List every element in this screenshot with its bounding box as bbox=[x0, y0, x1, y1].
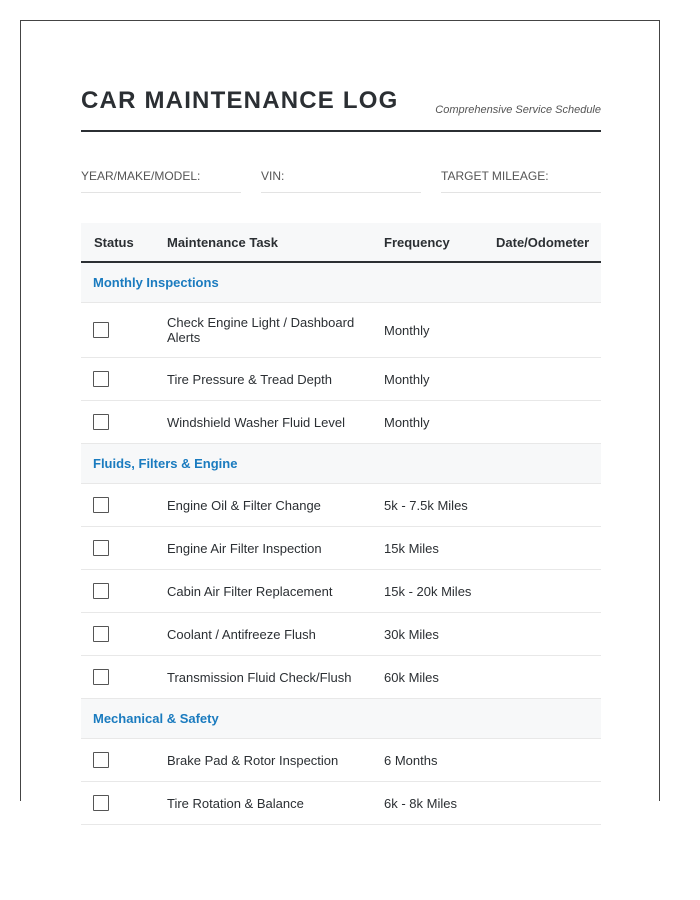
column-header-date: Date/Odometer bbox=[496, 223, 601, 262]
task-cell: Tire Rotation & Balance bbox=[167, 782, 384, 825]
table-row bbox=[81, 570, 601, 613]
date-odometer-cell[interactable] bbox=[496, 613, 601, 656]
status-checkbox[interactable] bbox=[93, 540, 109, 556]
status-checkbox[interactable] bbox=[93, 371, 109, 387]
vin-field[interactable] bbox=[261, 167, 421, 193]
frequency-cell: 30k Miles bbox=[384, 613, 496, 656]
status-checkbox[interactable] bbox=[93, 752, 109, 768]
task-cell: Tire Pressure & Tread Depth bbox=[167, 358, 384, 401]
frequency-cell: Monthly bbox=[384, 358, 496, 401]
section-row bbox=[81, 699, 601, 739]
date-odometer-cell[interactable] bbox=[496, 527, 601, 570]
year-make-model-label: YEAR/MAKE/MODEL: bbox=[81, 169, 201, 183]
page-title: CAR MAINTENANCE LOG bbox=[81, 87, 399, 114]
task-cell: Transmission Fluid Check/Flush bbox=[167, 656, 384, 699]
frequency-cell: 5k - 7.5k Miles bbox=[384, 484, 496, 527]
date-odometer-cell[interactable] bbox=[496, 358, 601, 401]
target-mileage-label: TARGET MILEAGE: bbox=[441, 169, 549, 183]
section-row bbox=[81, 262, 601, 303]
status-checkbox[interactable] bbox=[93, 497, 109, 513]
date-odometer-cell[interactable] bbox=[496, 484, 601, 527]
date-odometer-cell[interactable] bbox=[496, 570, 601, 613]
date-odometer-cell[interactable] bbox=[496, 401, 601, 444]
column-header-task: Maintenance Task bbox=[167, 223, 384, 262]
task-cell: Check Engine Light / Dashboard Alerts bbox=[167, 303, 384, 358]
document-page bbox=[20, 20, 660, 811]
status-checkbox[interactable] bbox=[93, 583, 109, 599]
table-row bbox=[81, 656, 601, 699]
status-checkbox[interactable] bbox=[93, 669, 109, 685]
frequency-cell: 15k Miles bbox=[384, 527, 496, 570]
column-header-status: Status bbox=[81, 223, 167, 262]
status-checkbox[interactable] bbox=[93, 795, 109, 811]
frequency-cell: 6k - 8k Miles bbox=[384, 782, 496, 825]
table-row bbox=[81, 739, 601, 782]
frequency-cell: 15k - 20k Miles bbox=[384, 570, 496, 613]
vin-label: VIN: bbox=[261, 169, 285, 183]
table-row bbox=[81, 303, 601, 358]
task-cell: Engine Oil & Filter Change bbox=[167, 484, 384, 527]
section-title: Mechanical & Safety bbox=[81, 699, 601, 739]
table-row bbox=[81, 782, 601, 825]
table-row bbox=[81, 613, 601, 656]
task-cell: Engine Air Filter Inspection bbox=[167, 527, 384, 570]
task-cell: Windshield Washer Fluid Level bbox=[167, 401, 384, 444]
section-title: Fluids, Filters & Engine bbox=[81, 444, 601, 484]
date-odometer-cell[interactable] bbox=[496, 656, 601, 699]
table-row bbox=[81, 527, 601, 570]
table-header-row bbox=[81, 223, 601, 262]
section-title: Monthly Inspections bbox=[81, 262, 601, 303]
task-cell: Cabin Air Filter Replacement bbox=[167, 570, 384, 613]
frequency-cell: Monthly bbox=[384, 303, 496, 358]
table-row bbox=[81, 401, 601, 444]
date-odometer-cell[interactable] bbox=[496, 303, 601, 358]
date-odometer-cell[interactable] bbox=[496, 739, 601, 782]
frequency-cell: 60k Miles bbox=[384, 656, 496, 699]
status-checkbox[interactable] bbox=[93, 626, 109, 642]
task-cell: Brake Pad & Rotor Inspection bbox=[167, 739, 384, 782]
table-row bbox=[81, 358, 601, 401]
status-checkbox[interactable] bbox=[93, 322, 109, 338]
table-row bbox=[81, 484, 601, 527]
page-subtitle: Comprehensive Service Schedule bbox=[435, 104, 601, 116]
frequency-cell: 6 Months bbox=[384, 739, 496, 782]
frequency-cell: Monthly bbox=[384, 401, 496, 444]
maintenance-table bbox=[81, 223, 601, 825]
column-header-frequency: Frequency bbox=[384, 223, 496, 262]
document-header bbox=[81, 81, 601, 132]
task-cell: Coolant / Antifreeze Flush bbox=[167, 613, 384, 656]
section-row bbox=[81, 444, 601, 484]
vehicle-info-fields bbox=[81, 167, 601, 193]
date-odometer-cell[interactable] bbox=[496, 782, 601, 825]
target-mileage-field[interactable] bbox=[441, 167, 601, 193]
status-checkbox[interactable] bbox=[93, 414, 109, 430]
year-make-model-field[interactable] bbox=[81, 167, 241, 193]
